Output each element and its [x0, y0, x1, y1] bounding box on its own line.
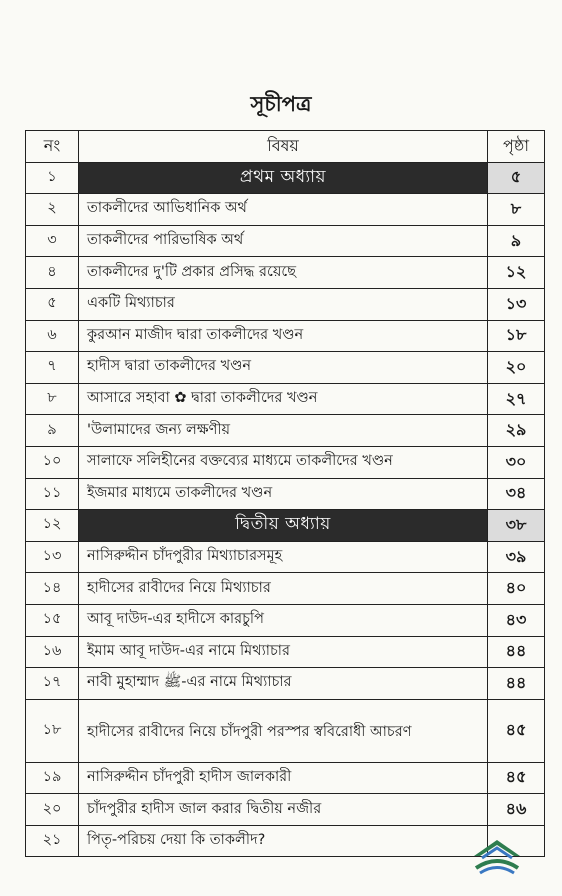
row-page: ৪৩ — [488, 604, 545, 636]
row-number: ১০ — [26, 446, 79, 478]
table-body — [26, 162, 545, 857]
contents-table — [25, 130, 545, 857]
header-topic: বিষয় — [79, 131, 488, 163]
row-topic: একটি মিথ্যাচার — [79, 288, 488, 320]
row-number: ৩ — [26, 225, 79, 257]
table-header-row — [26, 131, 545, 163]
row-topic: নাবী মুহাম্মাদ ﷺ-এর নামে মিথ্যাচার — [79, 668, 488, 700]
row-page: ৪৫ — [488, 699, 545, 762]
row-number: ৬ — [26, 320, 79, 352]
table-row — [26, 636, 545, 668]
table-row — [26, 352, 545, 384]
table-row — [26, 573, 545, 605]
table-row — [26, 288, 545, 320]
row-topic: নাসিরুদ্দীন চাঁদপুরীর মিথ্যাচারসমূহ — [79, 541, 488, 573]
row-number: ২ — [26, 194, 79, 226]
row-page: ১২ — [488, 257, 545, 289]
row-page: ৩৯ — [488, 541, 545, 573]
row-page: ৩৪ — [488, 478, 545, 510]
table-row — [26, 541, 545, 573]
row-number: ৮ — [26, 383, 79, 415]
row-topic: নাসিরুদ্দীন চাঁদপুরী হাদীস জালকারী — [79, 762, 488, 794]
row-number: ১৩ — [26, 541, 79, 573]
row-page: ৮ — [488, 194, 545, 226]
header-page: পৃষ্ঠা — [488, 131, 545, 163]
row-topic: কুরআন মাজীদ দ্বারা তাকলীদের খণ্ডন — [79, 320, 488, 352]
row-page: ৪৬ — [488, 794, 545, 826]
table-row — [26, 825, 545, 857]
row-number: ২০ — [26, 794, 79, 826]
row-page: ৯ — [488, 225, 545, 257]
row-topic: ইমাম আবূ দাউদ-এর নামে মিথ্যাচার — [79, 636, 488, 668]
table-row — [26, 699, 545, 762]
row-number: ১৫ — [26, 604, 79, 636]
table-row — [26, 668, 545, 700]
table-row — [26, 257, 545, 289]
row-topic: তাকলীদের দু'টি প্রকার প্রসিদ্ধ রয়েছে — [79, 257, 488, 289]
table-row — [26, 415, 545, 447]
row-number: ৭ — [26, 352, 79, 384]
row-number: ১৮ — [26, 699, 79, 762]
row-page: ১৮ — [488, 320, 545, 352]
row-page: ৪৪ — [488, 668, 545, 700]
row-page: ৪৪ — [488, 636, 545, 668]
row-topic: 'উলামাদের জন্য লক্ষণীয় — [79, 415, 488, 447]
row-number: ৫ — [26, 288, 79, 320]
row-number: ১১ — [26, 478, 79, 510]
table-row — [26, 320, 545, 352]
row-number: ৯ — [26, 415, 79, 447]
row-topic: আবূ দাউদ-এর হাদীসে কারচুপি — [79, 604, 488, 636]
row-page: ২৯ — [488, 415, 545, 447]
row-topic: ইজমার মাধ্যমে তাকলীদের খণ্ডন — [79, 478, 488, 510]
row-topic: হাদীসের রাবীদের নিয়ে চাঁদপুরী পরস্পর স্ববিরোধী আচরণ — [79, 699, 488, 762]
chapter-title: দ্বিতীয় অধ্যায় — [79, 510, 488, 542]
row-page: ২৭ — [488, 383, 545, 415]
row-number: ১৯ — [26, 762, 79, 794]
table-row — [26, 194, 545, 226]
row-topic: হাদীস দ্বারা তাকলীদের খণ্ডন — [79, 352, 488, 384]
row-number: ১২ — [26, 510, 79, 542]
row-topic: হাদীসের রাবীদের নিয়ে মিথ্যাচার — [79, 573, 488, 605]
row-number: ৪ — [26, 257, 79, 289]
row-topic: পিতৃ-পরিচয় দেয়া কি তাকলীদ? — [79, 825, 488, 857]
row-topic: তাকলীদের আভিধানিক অর্থ — [79, 194, 488, 226]
row-page: ৫ — [488, 162, 545, 194]
row-page: ৪৫ — [488, 762, 545, 794]
row-number: ১৭ — [26, 668, 79, 700]
row-number: ১ — [26, 162, 79, 194]
row-number: ১৬ — [26, 636, 79, 668]
row-page: ২০ — [488, 352, 545, 384]
chapter-row — [26, 162, 545, 194]
row-topic: চাঁদপুরীর হাদীস জাল করার দ্বিতীয় নজীর — [79, 794, 488, 826]
row-topic: আসারে সহাবা ✿ দ্বারা তাকলীদের খণ্ডন — [79, 383, 488, 415]
chapter-row — [26, 510, 545, 542]
publisher-logo-icon — [470, 838, 524, 876]
page-title: সূচীপত্র — [250, 92, 312, 116]
table-row — [26, 478, 545, 510]
header-num: নং — [26, 131, 79, 163]
row-topic: সালাফে সলিহীনের বক্তব্যের মাধ্যমে তাকলীদের খণ্ডন — [79, 446, 488, 478]
row-page: ১৩ — [488, 288, 545, 320]
table-row — [26, 794, 545, 826]
row-number: ২১ — [26, 825, 79, 857]
table-row — [26, 383, 545, 415]
table-row — [26, 762, 545, 794]
table-row — [26, 446, 545, 478]
row-page: ৩০ — [488, 446, 545, 478]
table-row — [26, 604, 545, 636]
row-number: ১৪ — [26, 573, 79, 605]
row-page: ৪০ — [488, 573, 545, 605]
chapter-title: প্রথম অধ্যায় — [79, 162, 488, 194]
row-topic: তাকলীদের পারিভাষিক অর্থ — [79, 225, 488, 257]
table-row — [26, 225, 545, 257]
row-page: ৩৮ — [488, 510, 545, 542]
